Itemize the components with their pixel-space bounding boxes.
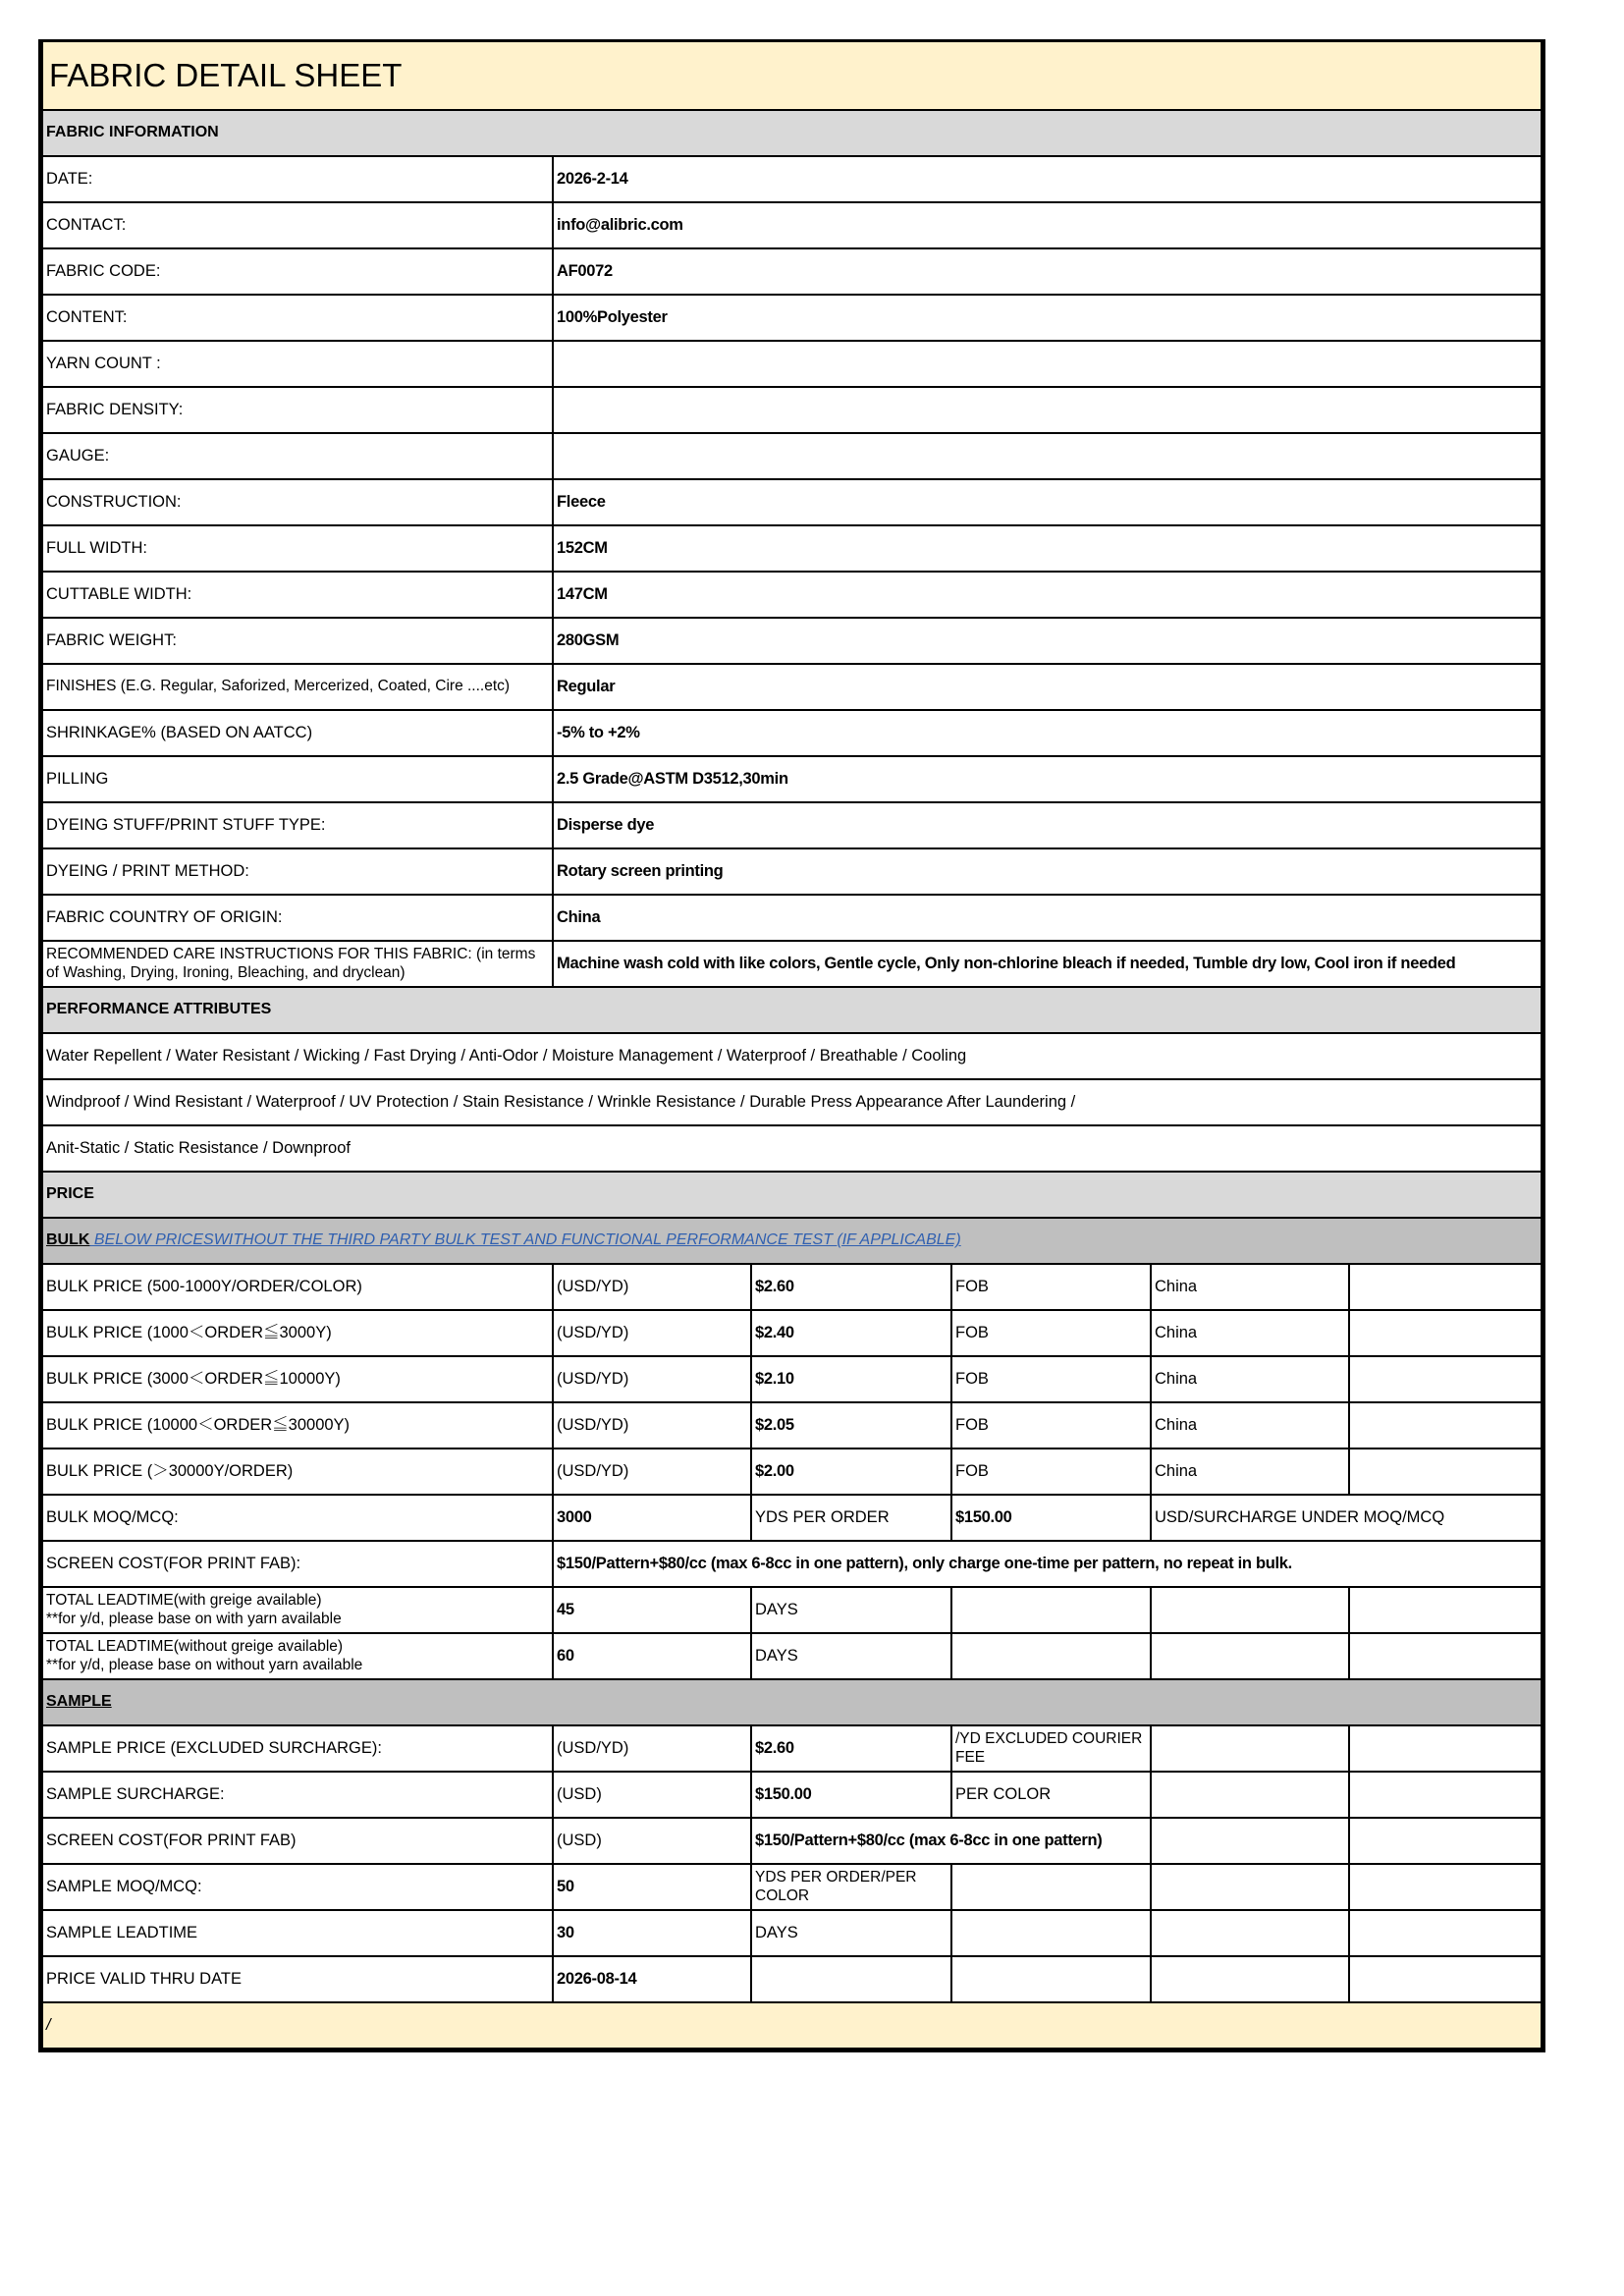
info-value: -5% to +2% (553, 710, 1542, 756)
unit: (USD/YD) (553, 1449, 751, 1495)
sample-price-note: /YD EXCLUDED COURIER FEE (951, 1725, 1151, 1772)
empty-cell (1151, 1956, 1349, 2002)
term: FOB (951, 1264, 1151, 1310)
footer-row (42, 2002, 1542, 2049)
info-label: CUTTABLE WIDTH: (42, 572, 553, 618)
info-value: 280GSM (553, 618, 1542, 664)
sample-moq-unit: YDS PER ORDER/PER COLOR (751, 1864, 951, 1910)
empty-cell (951, 1587, 1151, 1633)
term: FOB (951, 1356, 1151, 1402)
subsection-bulk (42, 1218, 1542, 1264)
unit: (USD) (553, 1818, 751, 1864)
info-value: 100%Polyester (553, 295, 1542, 341)
sample-moq-label: SAMPLE MOQ/MCQ: (42, 1864, 553, 1910)
info-row (42, 895, 1542, 941)
info-value (553, 387, 1542, 433)
info-label: DYEING STUFF/PRINT STUFF TYPE: (42, 802, 553, 848)
info-label: FABRIC DENSITY: (42, 387, 553, 433)
info-label: CONTENT: (42, 295, 553, 341)
bulk-moq-qty: 3000 (553, 1495, 751, 1541)
empty-cell (1349, 1356, 1542, 1402)
sample-leadtime-row (42, 1910, 1542, 1956)
empty-cell (1349, 1772, 1542, 1818)
origin: China (1151, 1264, 1349, 1310)
unit: (USD/YD) (553, 1310, 751, 1356)
sample-leadtime-unit: DAYS (751, 1910, 951, 1956)
info-value (553, 341, 1542, 387)
info-value (553, 433, 1542, 479)
sample-surcharge-note: PER COLOR (951, 1772, 1151, 1818)
bulk-price-row (42, 1310, 1542, 1356)
leadtime-note: **for y/d, please base on with yarn available (46, 1610, 342, 1627)
info-row (42, 802, 1542, 848)
unit: (USD/YD) (553, 1264, 751, 1310)
empty-cell (1349, 1725, 1542, 1772)
price: $2.10 (751, 1356, 951, 1402)
sample-surcharge-row (42, 1772, 1542, 1818)
info-label: SHRINKAGE% (BASED ON AATCC) (42, 710, 553, 756)
info-value: China (553, 895, 1542, 941)
info-row (42, 387, 1542, 433)
section-performance-attributes (42, 987, 1542, 1033)
info-label: DYEING / PRINT METHOD: (42, 848, 553, 895)
bulk-note-link[interactable]: BELOW PRICESWITHOUT THE THIRD PARTY BULK TEST AND FUNCTIONAL PERFORMANCE TEST (IF APPLICABLE) (89, 1231, 961, 1249)
sample-surcharge-value: $150.00 (751, 1772, 951, 1818)
sample-leadtime-value: 30 (553, 1910, 751, 1956)
info-label: PILLING (42, 756, 553, 802)
screen-cost-value: $150/Pattern+$80/cc (max 6-8cc in one pattern), only charge one-time per pattern, no repeat in bulk. (553, 1541, 1542, 1587)
contact-email[interactable]: info@alibric.com (553, 202, 1542, 248)
info-label: FABRIC CODE: (42, 248, 553, 295)
empty-cell (951, 1956, 1151, 2002)
origin: China (1151, 1356, 1349, 1402)
section-header: FABRIC INFORMATION (42, 110, 1542, 156)
fabric-table (41, 42, 1543, 2050)
bulk-price-label: BULK PRICE (500-1000Y/ORDER/COLOR) (42, 1264, 553, 1310)
section-header: PRICE (42, 1172, 1542, 1218)
sample-price-row (42, 1725, 1542, 1772)
info-value: 2.5 Grade@ASTM D3512,30min (553, 756, 1542, 802)
empty-cell (951, 1864, 1151, 1910)
info-row (42, 756, 1542, 802)
info-label: RECOMMENDED CARE INSTRUCTIONS FOR THIS FABRIC: (in terms of Washing, Drying, Ironing, Bleaching, and dryclean) (42, 941, 553, 987)
bulk-label: BULK (46, 1231, 90, 1249)
info-value: Fleece (553, 479, 1542, 525)
bulk-moq-note: USD/SURCHARGE UNDER MOQ/MCQ (1151, 1495, 1542, 1541)
empty-cell (751, 1956, 951, 2002)
empty-cell (1151, 1818, 1349, 1864)
empty-cell (1151, 1864, 1349, 1910)
leadtime-unit: DAYS (751, 1587, 951, 1633)
sample-moq-row (42, 1864, 1542, 1910)
info-value: Regular (553, 664, 1542, 710)
empty-cell (1151, 1587, 1349, 1633)
empty-cell (1151, 1910, 1349, 1956)
sample-leadtime-label: SAMPLE LEADTIME (42, 1910, 553, 1956)
section-fabric-information (42, 110, 1542, 156)
footer-text: / (42, 2002, 1542, 2049)
info-row (42, 202, 1542, 248)
price: $2.40 (751, 1310, 951, 1356)
price: $2.00 (751, 1449, 951, 1495)
info-label: FULL WIDTH: (42, 525, 553, 572)
bulk-moq-surcharge: $150.00 (951, 1495, 1151, 1541)
origin: China (1151, 1402, 1349, 1449)
unit: (USD) (553, 1772, 751, 1818)
sample-surcharge-label: SAMPLE SURCHARGE: (42, 1772, 553, 1818)
info-row (42, 664, 1542, 710)
title-row (42, 42, 1542, 110)
info-value: 2026-2-14 (553, 156, 1542, 202)
unit: (USD/YD) (553, 1402, 751, 1449)
empty-cell (1349, 1910, 1542, 1956)
origin: China (1151, 1310, 1349, 1356)
info-label: YARN COUNT : (42, 341, 553, 387)
info-value: Disperse dye (553, 802, 1542, 848)
attribute-row (42, 1079, 1542, 1125)
page-title: FABRIC DETAIL SHEET (42, 42, 1542, 110)
bulk-price-label: BULK PRICE (1000＜ORDER≦3000Y) (42, 1310, 553, 1356)
attribute-line: Water Repellent / Water Resistant / Wicking / Fast Drying / Anti-Odor / Moisture Management / Waterproof / Breathable / Cooling (42, 1033, 1542, 1079)
bulk-price-row (42, 1449, 1542, 1495)
leadtime-row (42, 1633, 1542, 1679)
info-label: FABRIC COUNTRY OF ORIGIN: (42, 895, 553, 941)
section-header: PERFORMANCE ATTRIBUTES (42, 987, 1542, 1033)
attribute-row (42, 1125, 1542, 1172)
term: FOB (951, 1402, 1151, 1449)
empty-cell (1349, 1818, 1542, 1864)
bulk-price-row (42, 1402, 1542, 1449)
empty-cell (1349, 1956, 1542, 2002)
leadtime-label (42, 1633, 553, 1679)
info-row (42, 572, 1542, 618)
price: $2.60 (751, 1264, 951, 1310)
unit: (USD/YD) (553, 1725, 751, 1772)
fabric-detail-sheet (38, 39, 1545, 2052)
bulk-price-row (42, 1264, 1542, 1310)
bulk-price-label: BULK PRICE (10000＜ORDER≦30000Y) (42, 1402, 553, 1449)
empty-cell (1349, 1449, 1542, 1495)
empty-cell (1151, 1725, 1349, 1772)
leadtime-unit: DAYS (751, 1633, 951, 1679)
price: $2.05 (751, 1402, 951, 1449)
info-row (42, 941, 1542, 987)
empty-cell (1349, 1864, 1542, 1910)
info-row (42, 433, 1542, 479)
empty-cell (1349, 1587, 1542, 1633)
leadtime-row (42, 1587, 1542, 1633)
info-value: Machine wash cold with like colors, Gentle cycle, Only non-chlorine bleach if needed, Tumble dry low, Cool iron if needed (553, 941, 1542, 987)
info-row (42, 525, 1542, 572)
bulk-price-row (42, 1356, 1542, 1402)
bulk-moq-row (42, 1495, 1542, 1541)
origin: China (1151, 1449, 1349, 1495)
info-row (42, 341, 1542, 387)
info-value: AF0072 (553, 248, 1542, 295)
info-row (42, 248, 1542, 295)
screen-cost-row (42, 1541, 1542, 1587)
term: FOB (951, 1449, 1151, 1495)
empty-cell (1349, 1264, 1542, 1310)
sample-price-value: $2.60 (751, 1725, 951, 1772)
attribute-line: Windproof / Wind Resistant / Waterproof / UV Protection / Stain Resistance / Wrinkle Resistance / Durable Press Appearance After Laundering / (42, 1079, 1542, 1125)
info-value: Rotary screen printing (553, 848, 1542, 895)
sample-price-label: SAMPLE PRICE (EXCLUDED SURCHARGE): (42, 1725, 553, 1772)
attribute-line: Anit-Static / Static Resistance / Downproof (42, 1125, 1542, 1172)
info-row (42, 479, 1542, 525)
bulk-price-label: BULK PRICE (3000＜ORDER≦10000Y) (42, 1356, 553, 1402)
sample-screen-cost-label: SCREEN COST(FOR PRINT FAB) (42, 1818, 553, 1864)
bulk-price-label: BULK PRICE (＞30000Y/ORDER) (42, 1449, 553, 1495)
bulk-moq-label: BULK MOQ/MCQ: (42, 1495, 553, 1541)
empty-cell (1151, 1772, 1349, 1818)
info-label: DATE: (42, 156, 553, 202)
info-row (42, 848, 1542, 895)
info-value: 152CM (553, 525, 1542, 572)
bulk-moq-unit: YDS PER ORDER (751, 1495, 951, 1541)
unit: (USD/YD) (553, 1356, 751, 1402)
empty-cell (1349, 1633, 1542, 1679)
sample-screen-cost-row (42, 1818, 1542, 1864)
price-valid-row (42, 1956, 1542, 2002)
empty-cell (1349, 1310, 1542, 1356)
info-row (42, 156, 1542, 202)
term: FOB (951, 1310, 1151, 1356)
leadtime-days: 60 (553, 1633, 751, 1679)
sample-moq-value: 50 (553, 1864, 751, 1910)
price-valid-date: 2026-08-14 (553, 1956, 751, 2002)
price-valid-label: PRICE VALID THRU DATE (42, 1956, 553, 2002)
empty-cell (1349, 1402, 1542, 1449)
subsection-sample (42, 1679, 1542, 1725)
info-label: CONSTRUCTION: (42, 479, 553, 525)
empty-cell (951, 1910, 1151, 1956)
info-label: CONTACT: (42, 202, 553, 248)
info-row (42, 710, 1542, 756)
leadtime-note: **for y/d, please base on without yarn available (46, 1656, 363, 1673)
sample-screen-cost-value: $150/Pattern+$80/cc (max 6-8cc in one pattern) (751, 1818, 1151, 1864)
attribute-row (42, 1033, 1542, 1079)
section-price (42, 1172, 1542, 1218)
info-value: 147CM (553, 572, 1542, 618)
info-label: FINISHES (E.G. Regular, Saforized, Mercerized, Coated, Cire ....etc) (42, 664, 553, 710)
info-label: FABRIC WEIGHT: (42, 618, 553, 664)
screen-cost-label: SCREEN COST(FOR PRINT FAB): (42, 1541, 553, 1587)
info-row (42, 618, 1542, 664)
empty-cell (1151, 1633, 1349, 1679)
info-row (42, 295, 1542, 341)
info-label: GAUGE: (42, 433, 553, 479)
sample-label: SAMPLE (46, 1693, 112, 1711)
empty-cell (951, 1633, 1151, 1679)
leadtime-title: TOTAL LEADTIME(without greige available) (46, 1637, 344, 1655)
leadtime-title: TOTAL LEADTIME(with greige available) (46, 1591, 322, 1609)
leadtime-label (42, 1587, 553, 1633)
leadtime-days: 45 (553, 1587, 751, 1633)
